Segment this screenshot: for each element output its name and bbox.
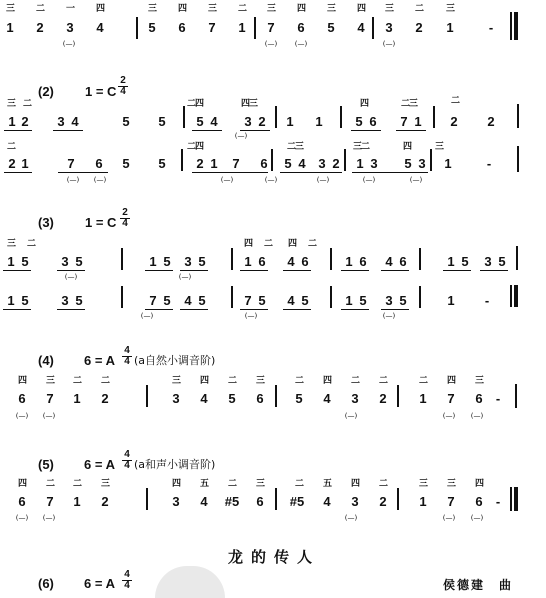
note: 1 [356, 156, 364, 171]
note: 2 [332, 156, 340, 171]
barline [181, 149, 183, 171]
underline [341, 270, 369, 271]
rest-dash: - [495, 494, 501, 509]
underline [180, 270, 208, 271]
section-number: (5) [38, 457, 54, 472]
fingering: 二 [350, 376, 359, 386]
note: 1 [73, 391, 81, 406]
octave-hint: (—) [470, 412, 484, 420]
octave-hint: (—) [178, 273, 192, 281]
note: 5 [196, 114, 204, 129]
note: 5 [21, 293, 29, 308]
fingering: 二 [418, 376, 427, 386]
note: 1 [345, 254, 353, 269]
time-signature: 2 4 [120, 208, 130, 229]
note: 6 [256, 494, 264, 509]
fingering: 二四 [186, 142, 203, 152]
note: 5 [359, 293, 367, 308]
octave-hint: (—) [140, 312, 154, 320]
note: 1 [447, 254, 455, 269]
key-signature: 1 = C [85, 84, 117, 99]
note: 3 [172, 391, 180, 406]
octave-hint: (—) [382, 40, 396, 48]
note: 1 [149, 254, 157, 269]
octave-hint: (—) [244, 312, 258, 320]
final-barline-thick [514, 12, 518, 40]
fingering: 四 [350, 479, 359, 489]
fingering: 四 [17, 479, 26, 489]
note: 7 [244, 293, 252, 308]
fingering: 三 [171, 376, 180, 386]
time-signature: 4 4 [122, 570, 132, 591]
octave-hint: (—) [264, 176, 278, 184]
note: 5 [399, 293, 407, 308]
note: 1 [8, 114, 16, 129]
octave-hint: (—) [42, 412, 56, 420]
song-title: 龙的传人 [228, 548, 321, 566]
underline [58, 172, 108, 173]
note: 2 [101, 494, 109, 509]
fingering: 三 [255, 376, 264, 386]
underline [443, 270, 471, 271]
final-barline-thin [510, 285, 512, 307]
underline [341, 309, 369, 310]
note: 1 [238, 20, 246, 35]
note: 1 [447, 293, 455, 308]
note: 5 [327, 20, 335, 35]
note: 3 [61, 293, 69, 308]
fingering: 二 [237, 4, 246, 14]
section-number: (4) [38, 353, 54, 368]
fingering: 二 [263, 239, 272, 249]
note: 6 [399, 254, 407, 269]
barline [275, 488, 277, 510]
octave-hint: (—) [442, 514, 456, 522]
fingering: 二三 [400, 99, 417, 109]
fingering: 二 [35, 4, 44, 14]
note: 2 [487, 114, 495, 129]
note: 3 [57, 114, 65, 129]
fingering: 二 [100, 376, 109, 386]
barline [330, 248, 332, 270]
note: 3 [418, 156, 426, 171]
final-barline-thin [510, 12, 512, 40]
note: 2 [450, 114, 458, 129]
underline [351, 130, 381, 131]
composer: 侯德建 曲 [443, 578, 514, 592]
octave-hint: (—) [62, 40, 76, 48]
fingering: 四 [296, 4, 305, 14]
section-number: (2) [38, 84, 54, 99]
note: 2 [196, 156, 204, 171]
note: 1 [21, 156, 29, 171]
note: 3 [351, 494, 359, 509]
note: 7 [400, 114, 408, 129]
note: 4 [323, 391, 331, 406]
note: 5 [158, 114, 166, 129]
fingering: 三 [418, 479, 427, 489]
underline [240, 270, 268, 271]
note: 2 [36, 20, 44, 35]
fingering: 二 [307, 239, 316, 249]
octave-hint: (—) [42, 514, 56, 522]
barline [330, 286, 332, 308]
octave-hint: (—) [15, 514, 29, 522]
octave-hint: (—) [344, 412, 358, 420]
underline [3, 309, 31, 310]
note: 3 [385, 20, 393, 35]
note: 5 [258, 293, 266, 308]
note: #5 [289, 494, 305, 509]
note: 6 [95, 156, 103, 171]
fingering: 四 [402, 142, 411, 152]
note: 5 [228, 391, 236, 406]
note: 5 [21, 254, 29, 269]
final-barline-thin [510, 487, 512, 511]
fingering: 二三 [286, 142, 303, 152]
fingering: 三二 [352, 142, 369, 152]
fingering: 四三 [240, 99, 257, 109]
rest-dash: - [488, 20, 494, 35]
octave-hint: (—) [409, 176, 423, 184]
underline [4, 130, 32, 131]
fingering: 四 [356, 4, 365, 14]
note: 6 [256, 391, 264, 406]
fingering: 三 [266, 4, 275, 14]
fingering: 四 [177, 4, 186, 14]
barline [433, 106, 435, 128]
fingering: 三 [147, 4, 156, 14]
key-signature: 6 = A [84, 353, 115, 368]
note: 7 [208, 20, 216, 35]
note: 4 [287, 254, 295, 269]
fingering: 三 [326, 4, 335, 14]
octave-hint: (—) [66, 176, 80, 184]
note: 5 [404, 156, 412, 171]
underline [192, 172, 268, 173]
underline [352, 172, 428, 173]
fingering: 三 [6, 239, 15, 249]
note: 7 [267, 20, 275, 35]
note: 5 [163, 254, 171, 269]
note: 7 [447, 391, 455, 406]
watermark-logo [155, 566, 225, 598]
key-signature: 1 = C [85, 215, 117, 230]
octave-hint: (—) [316, 176, 330, 184]
fingering: 四 [95, 4, 104, 14]
barline [275, 385, 277, 407]
note: 7 [447, 494, 455, 509]
underline [381, 309, 409, 310]
barline [275, 106, 277, 128]
note: 2 [415, 20, 423, 35]
octave-hint: (—) [382, 312, 396, 320]
note: 6 [369, 114, 377, 129]
section-number: (6) [38, 576, 54, 591]
barline [136, 17, 138, 39]
note: 4 [71, 114, 79, 129]
note: 2 [21, 114, 29, 129]
note: 4 [357, 20, 365, 35]
note: 3 [66, 20, 74, 35]
note: 3 [184, 254, 192, 269]
note: 6 [475, 391, 483, 406]
fingering: 二 [378, 376, 387, 386]
note: 6 [297, 20, 305, 35]
fingering: 四 [446, 376, 455, 386]
note: 3 [244, 114, 252, 129]
barline [146, 385, 148, 407]
note: 1 [444, 156, 452, 171]
note: 1 [7, 254, 15, 269]
underline [381, 270, 409, 271]
note: 4 [323, 494, 331, 509]
fingering: 四 [199, 376, 208, 386]
barline [372, 17, 374, 39]
note: 6 [301, 254, 309, 269]
fingering: 二 [6, 142, 15, 152]
octave-hint: (—) [234, 132, 248, 140]
note: 1 [210, 156, 218, 171]
barline [183, 106, 185, 128]
underline [180, 309, 208, 310]
barline [397, 488, 399, 510]
time-signature: 2 4 [118, 76, 128, 97]
note: 4 [184, 293, 192, 308]
note: 6 [359, 254, 367, 269]
note: 1 [315, 114, 323, 129]
fingering: 三 [255, 479, 264, 489]
fingering: 三 [100, 479, 109, 489]
underline [53, 130, 83, 131]
barline [419, 286, 421, 308]
fingering: 三 [446, 479, 455, 489]
scale-note: (a和声小调音阶) [134, 458, 216, 471]
octave-hint: (—) [470, 514, 484, 522]
fingering: 二 [378, 479, 387, 489]
underline [4, 172, 32, 173]
underline [57, 270, 85, 271]
underline [240, 309, 268, 310]
barline [231, 286, 233, 308]
barline [271, 149, 273, 171]
underline [283, 309, 311, 310]
note: 1 [345, 293, 353, 308]
note: 1 [446, 20, 454, 35]
key-signature: 6 = A [84, 457, 115, 472]
note: 4 [385, 254, 393, 269]
note: 3 [370, 156, 378, 171]
fingering: 二四 [186, 99, 203, 109]
note: 4 [96, 20, 104, 35]
note: 4 [287, 293, 295, 308]
underline [396, 130, 426, 131]
note: 2 [101, 391, 109, 406]
octave-hint: (—) [220, 176, 234, 184]
octave-hint: (—) [294, 40, 308, 48]
barline [121, 286, 123, 308]
scale-note: (a自然小调音阶) [134, 354, 216, 367]
barline [340, 106, 342, 128]
fingering: 三 [384, 4, 393, 14]
fingering: 二 [45, 479, 54, 489]
fingering: 二 [414, 4, 423, 14]
note: 2 [258, 114, 266, 129]
barline [121, 248, 123, 270]
note: 5 [301, 293, 309, 308]
note: 6 [260, 156, 268, 171]
fingering: 四 [17, 376, 26, 386]
note: 6 [178, 20, 186, 35]
fingering: 五 [322, 479, 331, 489]
note: 6 [18, 391, 26, 406]
note: 3 [318, 156, 326, 171]
time-signature: 4 4 [122, 346, 132, 367]
octave-hint: (—) [264, 40, 278, 48]
octave-hint: (—) [93, 176, 107, 184]
rest-dash: - [486, 156, 492, 171]
barline [254, 17, 256, 39]
note: 1 [6, 20, 14, 35]
note: 2 [8, 156, 16, 171]
fingering: 二 [26, 239, 35, 249]
fingering: 三 [207, 4, 216, 14]
barline [515, 384, 517, 408]
fingering: 三 [474, 376, 483, 386]
note: 1 [286, 114, 294, 129]
underline [3, 270, 31, 271]
note: 4 [200, 494, 208, 509]
octave-hint: (—) [442, 412, 456, 420]
fingering: 二 [72, 376, 81, 386]
octave-hint: (—) [64, 273, 78, 281]
note: 4 [210, 114, 218, 129]
note: 5 [148, 20, 156, 35]
note: 3 [385, 293, 393, 308]
fingering: 四 [243, 239, 252, 249]
barline [397, 385, 399, 407]
fingering: 三 [6, 99, 15, 109]
note: 1 [414, 114, 422, 129]
fingering: 四 [287, 239, 296, 249]
final-barline-thick [514, 285, 518, 307]
fingering: 三 [445, 4, 454, 14]
note: 7 [232, 156, 240, 171]
note: 5 [122, 156, 130, 171]
fingering: 二 [294, 479, 303, 489]
octave-hint: (—) [344, 514, 358, 522]
note: 4 [200, 391, 208, 406]
barline [231, 248, 233, 270]
note: 2 [379, 494, 387, 509]
key-signature: 6 = A [84, 576, 115, 591]
note: 6 [18, 494, 26, 509]
fingering: 二 [72, 479, 81, 489]
underline [192, 130, 222, 131]
fingering: 二 [227, 376, 236, 386]
underline [145, 309, 173, 310]
note: 1 [7, 293, 15, 308]
fingering: 二 [450, 96, 459, 106]
note: 3 [484, 254, 492, 269]
note: 5 [284, 156, 292, 171]
note: 5 [75, 293, 83, 308]
fingering: 四 [171, 479, 180, 489]
octave-hint: (—) [15, 412, 29, 420]
note: 3 [172, 494, 180, 509]
underline [145, 270, 173, 271]
barline [516, 246, 518, 270]
note: 7 [46, 391, 54, 406]
fingering: 二 [227, 479, 236, 489]
note: 5 [198, 293, 206, 308]
note: 5 [198, 254, 206, 269]
note: 7 [149, 293, 157, 308]
barline [146, 488, 148, 510]
note: 5 [122, 114, 130, 129]
fingering: 三 [434, 142, 443, 152]
underline [283, 270, 311, 271]
note: 1 [419, 391, 427, 406]
final-barline-thick [514, 487, 518, 511]
fingering: 二 [22, 99, 31, 109]
note: 6 [475, 494, 483, 509]
fingering: 四 [474, 479, 483, 489]
underline [280, 172, 342, 173]
note: 5 [75, 254, 83, 269]
barline [419, 248, 421, 270]
note: 7 [67, 156, 75, 171]
note: 1 [244, 254, 252, 269]
note: 7 [46, 494, 54, 509]
note: 5 [158, 156, 166, 171]
octave-hint: (—) [362, 176, 376, 184]
fingering: 一 [65, 4, 74, 14]
rest-dash: - [484, 293, 490, 308]
note: 4 [298, 156, 306, 171]
fingering: 三 [5, 4, 14, 14]
barline [430, 149, 432, 171]
note: 2 [379, 391, 387, 406]
fingering: 二 [294, 376, 303, 386]
section-number: (3) [38, 215, 54, 230]
note: 5 [355, 114, 363, 129]
time-signature: 4 4 [122, 450, 132, 471]
note: 5 [461, 254, 469, 269]
note: 3 [351, 391, 359, 406]
fingering: 四 [322, 376, 331, 386]
fingering: 三 [45, 376, 54, 386]
rest-dash: - [495, 391, 501, 406]
note: 5 [163, 293, 171, 308]
note: 1 [73, 494, 81, 509]
fingering: 四 [359, 99, 368, 109]
barline [344, 149, 346, 171]
note: 1 [419, 494, 427, 509]
underline [480, 270, 508, 271]
underline [57, 309, 85, 310]
note: 5 [295, 391, 303, 406]
note: 5 [498, 254, 506, 269]
note: 6 [258, 254, 266, 269]
note: #5 [224, 494, 240, 509]
barline [517, 146, 519, 172]
note: 3 [61, 254, 69, 269]
fingering: 五 [199, 479, 208, 489]
barline [517, 104, 519, 128]
